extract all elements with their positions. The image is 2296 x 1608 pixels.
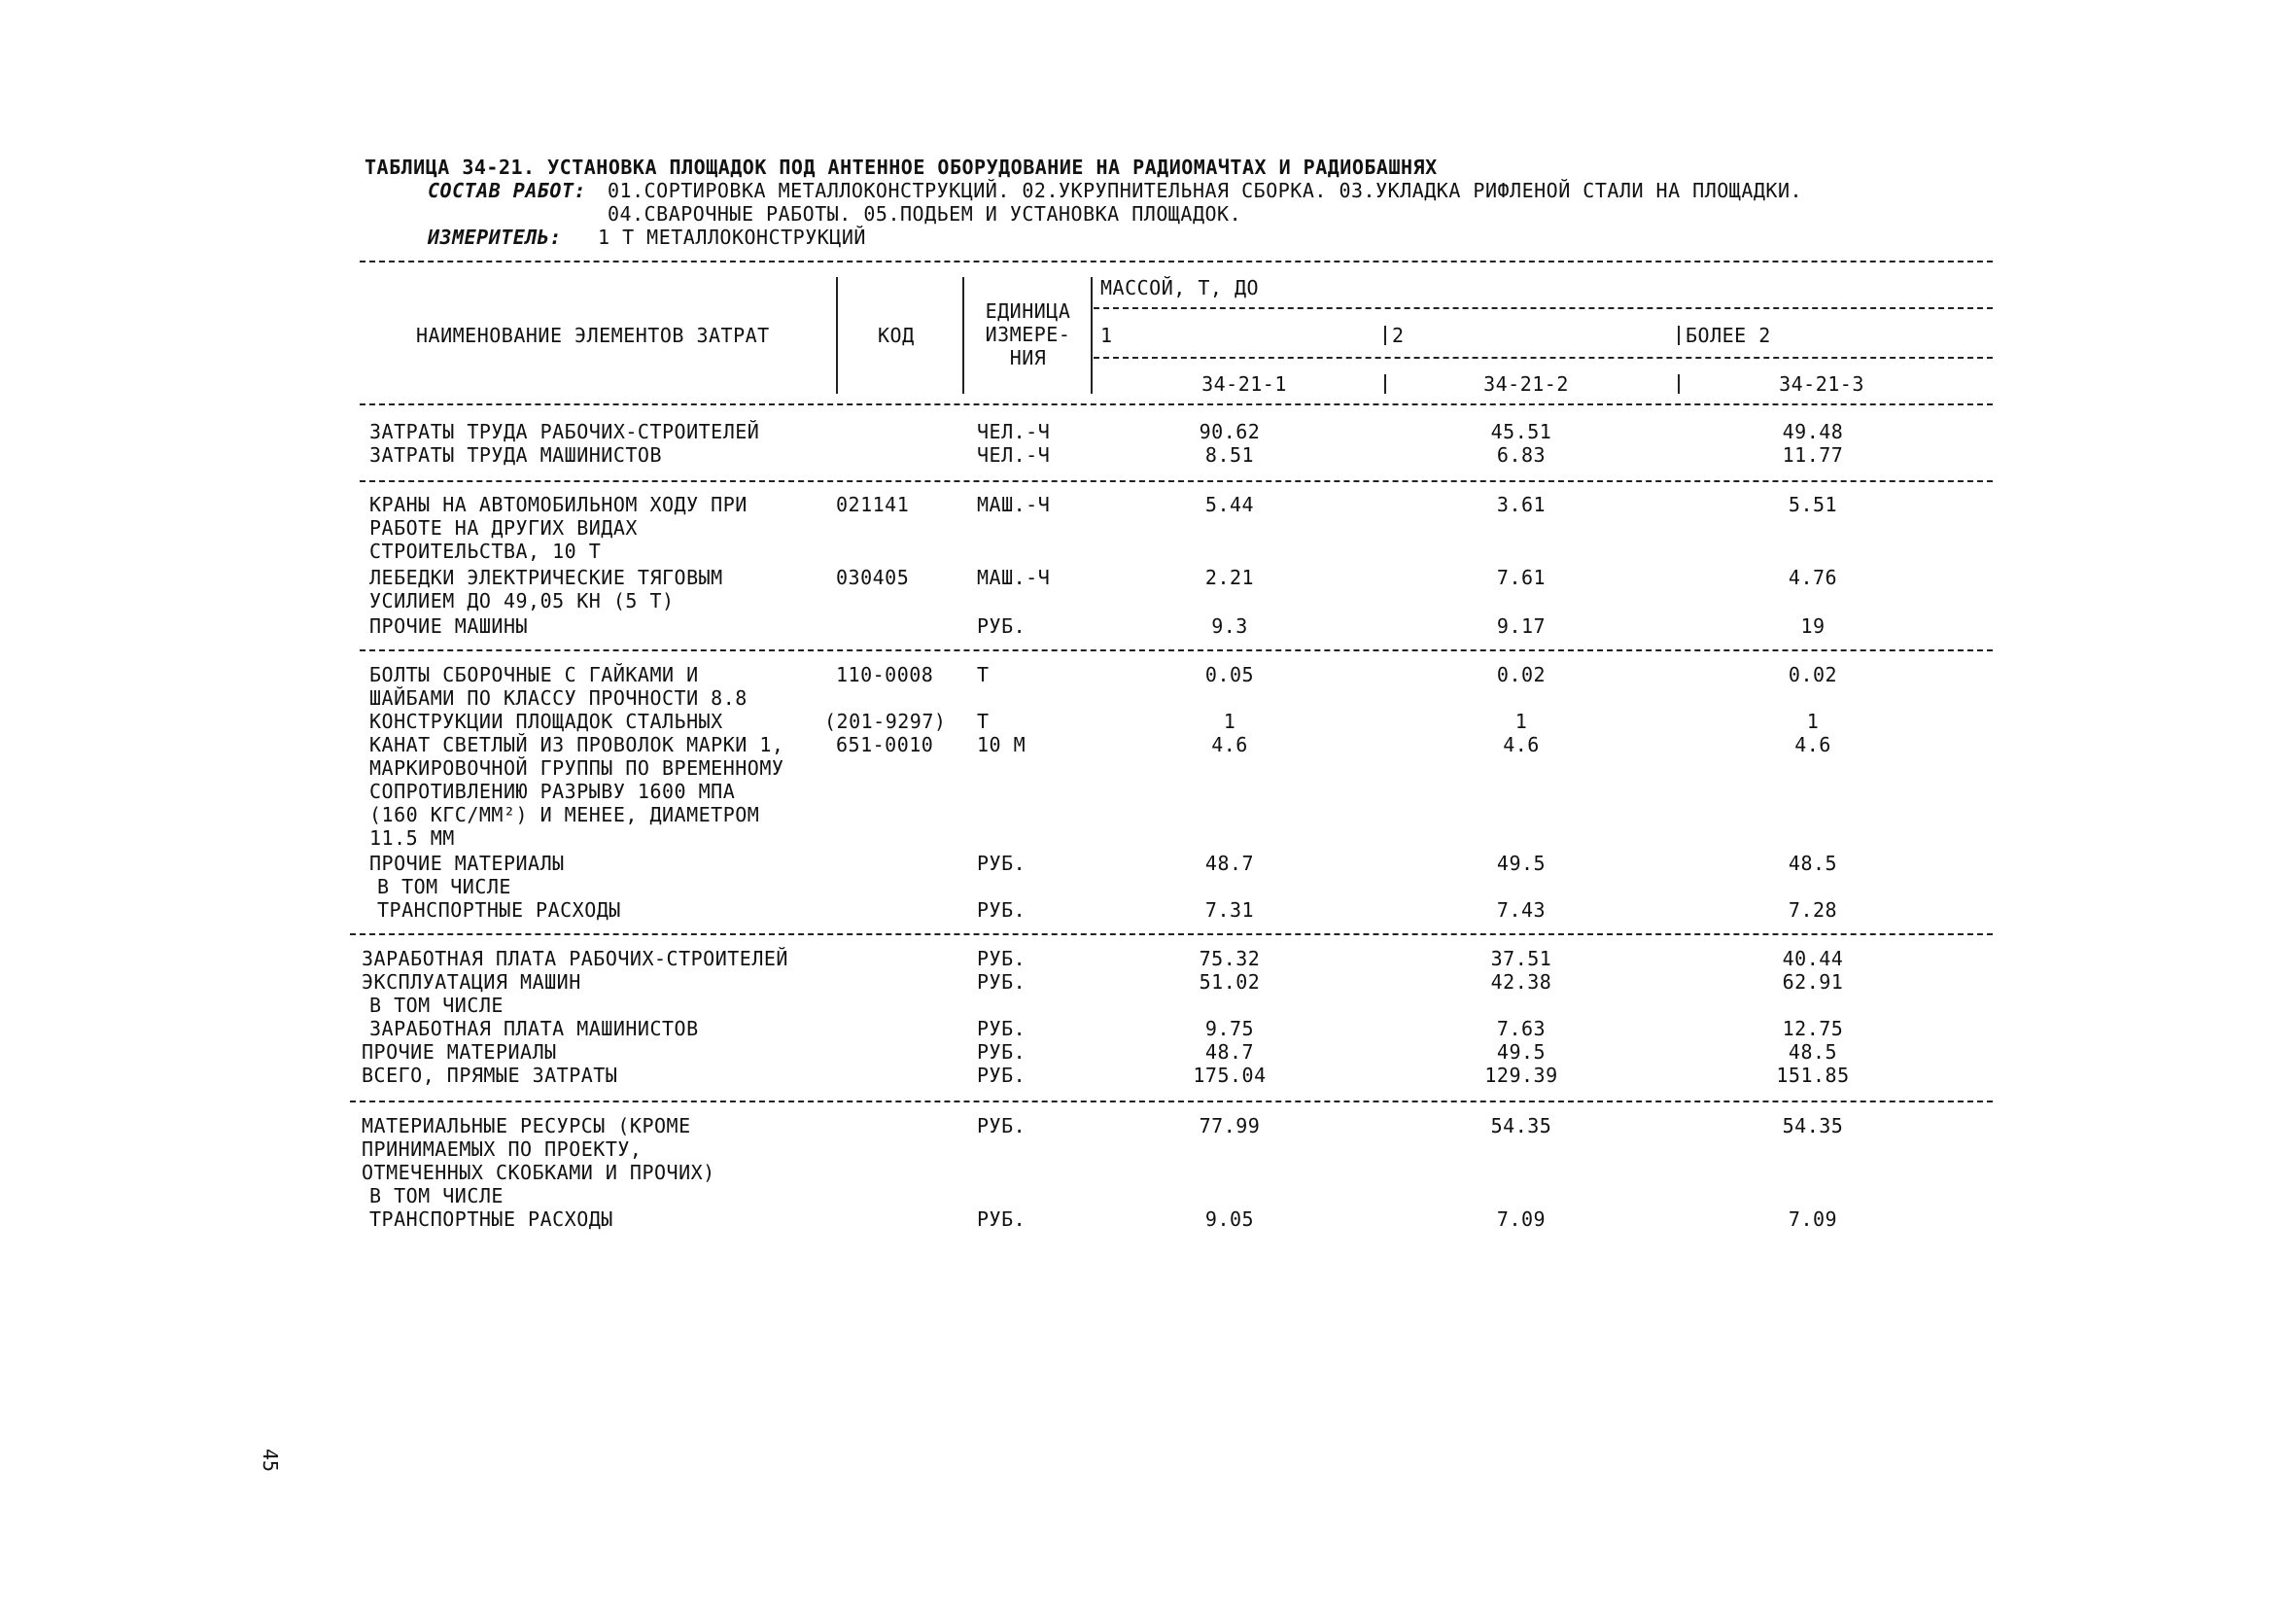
row-value-34-21-2: 1 [1514,710,1528,733]
composition-line-2: 04.СВАРОЧНЫЕ РАБОТЫ. 05.ПОДЬЕМ И УСТАНОВКА ПЛОЩАДОК. [608,202,1242,226]
row-name: ЛЕБЕДКИ ЭЛЕКТРИЧЕСКИЕ ТЯГОВЫМ [369,566,723,589]
row-unit: МАШ.-Ч [977,493,1051,516]
column-header-unit-2: ИЗМЕРЕ- [985,323,1071,346]
row-value-34-21-1: 9.75 [1204,1017,1255,1040]
row-code: 030405 [836,566,910,589]
row-value-34-21-3: 62.91 [1782,970,1844,994]
row-unit: 10 М [977,733,1026,756]
row-value-34-21-3: 11.77 [1782,443,1844,467]
row-value-34-21-3: 7.28 [1788,898,1838,922]
row-value-34-21-1: 48.7 [1204,1040,1255,1064]
row-value-34-21-3: 1 [1806,710,1820,733]
row-unit: ЧЕЛ.-Ч [977,443,1051,467]
row-unit: ЧЕЛ.-Ч [977,420,1051,443]
row-name: СОПРОТИВЛЕНИЮ РАЗРЫВУ 1600 МПА [369,780,736,803]
row-unit: РУБ. [977,1040,1026,1064]
row-value-34-21-2: 4.6 [1503,733,1540,756]
row-value-34-21-1: 48.7 [1204,852,1255,875]
table-title: ТАБЛИЦА 34-21. УСТАНОВКА ПЛОЩАДОК ПОД АНТЕННОЕ ОБОРУДОВАНИЕ НА РАДИОМАЧТАХ И РАДИОБАШНЯХ [365,156,1438,179]
row-value-34-21-1: 5.44 [1204,493,1255,516]
measure-label: ИЗМЕРИТЕЛЬ: [428,226,562,249]
row-unit: РУБ. [977,852,1026,875]
column-header-code: КОД [878,324,915,347]
header-divider-code3 [1678,374,1680,394]
measure-value: 1 Т МЕТАЛЛОКОНСТРУКЦИЙ [598,226,866,249]
row-value-34-21-3: 0.02 [1788,663,1838,686]
header-top-rule [360,261,1993,262]
row-name: ЗАТРАТЫ ТРУДА МАШИНИСТОВ [369,443,662,467]
row-name: КРАНЫ НА АВТОМОБИЛЬНОМ ХОДУ ПРИ [369,493,748,516]
row-value-34-21-1: 2.21 [1204,566,1255,589]
row-name: МАРКИРОВОЧНОЙ ГРУППЫ ПО ВРЕМЕННОМУ [369,756,784,780]
header-divider-group3 [1678,326,1680,345]
row-value-34-21-3: 12.75 [1782,1017,1844,1040]
row-value-34-21-2: 3.61 [1496,493,1547,516]
row-name: БОЛТЫ СБОРОЧНЫЕ С ГАЙКАМИ И [369,663,699,686]
section-rule-1 [360,480,1993,482]
row-value-34-21-3: 54.35 [1782,1114,1844,1137]
row-name: ЗАТРАТЫ ТРУДА РАБОЧИХ-СТРОИТЕЛЕЙ [369,420,760,443]
row-name: В ТОМ ЧИСЛЕ [369,1184,504,1207]
row-value-34-21-1: 9.3 [1211,614,1248,638]
header-group-rule [1094,357,1993,359]
column-header-unit-3: НИЯ [1009,346,1047,369]
row-code: (201-9297) [824,710,947,733]
row-value-34-21-2: 0.02 [1496,663,1547,686]
row-name: ПРОЧИЕ МАШИНЫ [369,614,529,638]
row-value-34-21-1: 90.62 [1199,420,1261,443]
row-value-34-21-1: 175.04 [1193,1064,1267,1087]
row-name: ТРАНСПОРТНЫЕ РАСХОДЫ [369,1207,613,1231]
row-value-34-21-1: 9.05 [1204,1207,1255,1231]
column-header-code-2: 34-21-2 [1483,372,1569,396]
row-name: В ТОМ ЧИСЛЕ [369,994,504,1017]
row-code: 021141 [836,493,910,516]
row-value-34-21-3: 49.48 [1782,420,1844,443]
column-header-unit-1: ЕДИНИЦА [985,299,1071,323]
row-name: СТРОИТЕЛЬСТВА, 10 Т [369,540,602,563]
column-header-group-2: 2 [1392,324,1405,347]
row-unit: РУБ. [977,1017,1026,1040]
row-name: (160 КГС/ММ²) И МЕНЕЕ, ДИАМЕТРОМ [369,803,760,826]
row-name: КОНСТРУКЦИИ ПЛОЩАДОК СТАЛЬНЫХ [369,710,723,733]
section-rule-2 [360,649,1993,651]
header-divider-unit [962,277,964,394]
column-header-mass: МАССОЙ, Т, ДО [1100,276,1260,299]
row-unit: РУБ. [977,1207,1026,1231]
row-name: КАНАТ СВЕТЛЫЙ ИЗ ПРОВОЛОК МАРКИ 1, [369,733,784,756]
row-value-34-21-2: 7.63 [1496,1017,1547,1040]
row-value-34-21-1: 1 [1223,710,1236,733]
row-value-34-21-2: 129.39 [1484,1064,1558,1087]
row-unit: Т [977,663,990,686]
row-value-34-21-1: 77.99 [1199,1114,1261,1137]
row-value-34-21-3: 48.5 [1788,852,1838,875]
row-name: 11.5 ММ [369,826,455,850]
row-value-34-21-1: 0.05 [1204,663,1255,686]
row-unit: РУБ. [977,898,1026,922]
row-value-34-21-3: 4.6 [1794,733,1831,756]
row-value-34-21-3: 7.09 [1788,1207,1838,1231]
row-name: УСИЛИЕМ ДО 49,05 КН (5 Т) [369,589,675,612]
row-name: ОТМЕЧЕННЫХ СКОБКАМИ И ПРОЧИХ) [362,1161,715,1184]
header-mass-rule [1094,307,1993,309]
row-name: МАТЕРИАЛЬНЫЕ РЕСУРСЫ (КРОМЕ [362,1114,691,1137]
row-value-34-21-1: 8.51 [1204,443,1255,467]
row-unit: Т [977,710,990,733]
row-unit: РУБ. [977,970,1026,994]
row-value-34-21-2: 7.09 [1496,1207,1547,1231]
row-value-34-21-2: 6.83 [1496,443,1547,467]
row-code: 651-0010 [836,733,934,756]
column-header-code-3: 34-21-3 [1779,372,1864,396]
column-header-name: НАИМЕНОВАНИЕ ЭЛЕМЕНТОВ ЗАТРАТ [416,324,770,347]
row-name: ЗАРАБОТНАЯ ПЛАТА РАБОЧИХ-СТРОИТЕЛЕЙ [362,947,788,970]
row-value-34-21-2: 42.38 [1490,970,1552,994]
column-header-code-1: 34-21-1 [1201,372,1287,396]
row-name: ШАЙБАМИ ПО КЛАССУ ПРОЧНОСТИ 8.8 [369,686,748,710]
composition-line-1: 01.СОРТИРОВКА МЕТАЛЛОКОНСТРУКЦИЙ. 02.УКРУПНИТЕЛЬНАЯ СБОРКА. 03.УКЛАДКА РИФЛЕНОЙ СТАЛИ НА ПЛОЩАДКИ. [608,179,1803,202]
column-header-group-1: 1 [1100,324,1113,347]
row-unit: МАШ.-Ч [977,566,1051,589]
section-rule-3 [350,933,1993,935]
row-value-34-21-3: 19 [1800,614,1826,638]
header-bottom-rule [360,403,1993,405]
column-header-group-3: БОЛЕЕ 2 [1686,324,1771,347]
row-value-34-21-2: 49.5 [1496,852,1547,875]
row-value-34-21-1: 7.31 [1204,898,1255,922]
row-value-34-21-3: 5.51 [1788,493,1838,516]
row-unit: РУБ. [977,947,1026,970]
row-unit: РУБ. [977,1114,1026,1137]
row-value-34-21-2: 7.61 [1496,566,1547,589]
row-name: ПРОЧИЕ МАТЕРИАЛЫ [362,1040,557,1064]
row-name: РАБОТЕ НА ДРУГИХ ВИДАХ [369,516,638,540]
row-value-34-21-2: 9.17 [1496,614,1547,638]
row-name: ЭКСПЛУАТАЦИЯ МАШИН [362,970,581,994]
header-divider-group2 [1384,326,1386,345]
row-value-34-21-2: 37.51 [1490,947,1552,970]
row-value-34-21-1: 4.6 [1211,733,1248,756]
page-number: 45 [259,1449,282,1473]
row-unit: РУБ. [977,614,1026,638]
row-value-34-21-2: 54.35 [1490,1114,1552,1137]
row-value-34-21-3: 4.76 [1788,566,1838,589]
row-value-34-21-3: 40.44 [1782,947,1844,970]
row-name: ВСЕГО, ПРЯМЫЕ ЗАТРАТЫ [362,1064,618,1087]
row-value-34-21-1: 75.32 [1199,947,1261,970]
header-divider-code2 [1384,374,1386,394]
row-unit: РУБ. [977,1064,1026,1087]
row-value-34-21-3: 48.5 [1788,1040,1838,1064]
row-value-34-21-2: 7.43 [1496,898,1547,922]
section-rule-4 [350,1101,1993,1102]
header-divider-code [836,277,838,394]
header-divider-values [1091,277,1093,394]
row-name: ТРАНСПОРТНЫЕ РАСХОДЫ [377,898,621,922]
row-value-34-21-1: 51.02 [1199,970,1261,994]
row-value-34-21-2: 45.51 [1490,420,1552,443]
row-name: ПРИНИМАЕМЫХ ПО ПРОЕКТУ, [362,1137,643,1161]
row-value-34-21-2: 49.5 [1496,1040,1547,1064]
row-name: ЗАРАБОТНАЯ ПЛАТА МАШИНИСТОВ [369,1017,699,1040]
row-name: В ТОМ ЧИСЛЕ [377,875,511,898]
row-value-34-21-3: 151.85 [1776,1064,1850,1087]
composition-label: СОСТАВ РАБОТ: [428,179,587,202]
row-name: ПРОЧИЕ МАТЕРИАЛЫ [369,852,565,875]
row-code: 110-0008 [836,663,934,686]
